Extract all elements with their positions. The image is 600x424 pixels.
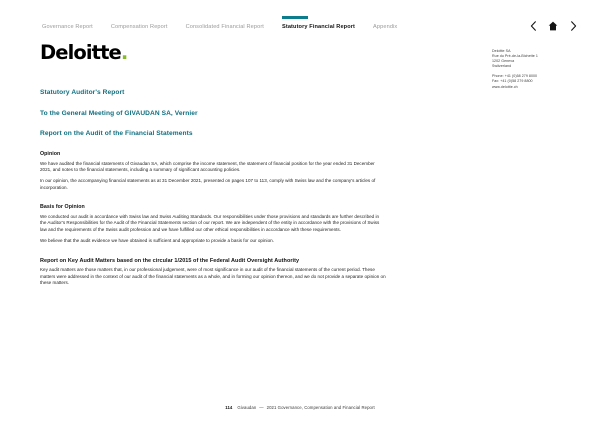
section-paragraph: We conducted our audit in accordance with Swiss law and Swiss Auditing Standards. Our responsibilities under those provisions and standards are further described in the Auditor's Responsibilities for the Audit of the Financial Statements section of our report. We are independent of the entity in accordance with the provisions of Swiss law and the requirements of the Swiss audit profession and we have fulfilled our other ethical responsibilities in accordance with these requirements.	[40, 213, 380, 233]
section-opinion	[40, 151, 386, 191]
tab-label: Compensation Report	[110, 24, 168, 30]
section-basis-for-opinion	[40, 204, 386, 244]
address-street: Rue du Pré-de-la-Bichette 1	[492, 54, 538, 59]
section-paragraph: Key audit matters are those matters that, in our professional judgement, were of most significance in our audit of the financial statements of the current period. These matters were addressed in the context of our audit of the financial statements as a whole, and in forming our opinion thereon, and we do not provide a separate opinion on these matters.	[40, 267, 386, 286]
auditor-address-block	[492, 49, 578, 90]
address-fax: Fax: +41 (0)58 279 8800	[492, 79, 533, 84]
logo-wordmark: Deloitte	[40, 41, 121, 64]
address-country: Switzerland	[492, 64, 512, 69]
tab-statutory-financial-report[interactable]	[282, 16, 355, 31]
tab-governance-report[interactable]	[42, 16, 93, 31]
footer-report-name: 2021 Governance, Compensation and Financial Report	[266, 405, 375, 410]
footer-page-number: 114	[225, 405, 233, 410]
address-city: 1202 Geneva	[492, 59, 515, 64]
report-section-tabs	[42, 16, 397, 31]
previous-page-chevron-icon[interactable]	[528, 20, 538, 32]
document-subtitle: Report on the Audit of the Financial Statements	[40, 130, 193, 137]
tab-appendix[interactable]	[373, 16, 397, 31]
section-heading: Opinion	[40, 151, 61, 157]
active-tab-marker	[282, 16, 308, 19]
logo-dot: .	[120, 41, 128, 64]
footer-company: Givaudan	[237, 405, 257, 410]
section-paragraph: We believe that the audit evidence we have obtained is sufficient and appropriate to provide a basis for our opinion.	[40, 238, 274, 244]
deloitte-logo	[40, 43, 127, 62]
section-heading: Basis for Opinion	[40, 204, 85, 211]
tab-label: Appendix	[373, 24, 398, 30]
section-paragraph: We have audited the financial statements of Givaudan SA, which comprise the income statement, the statement of financial position for the year ended 31 December 2021, and notes to the financial statements, including a summary of significant accounting policies.	[40, 160, 375, 173]
address-phone: Phone: +41 (0)58 279 8000	[492, 74, 538, 79]
top-navigation-bar	[0, 0, 600, 38]
postal-address	[492, 49, 578, 69]
next-page-chevron-icon[interactable]	[568, 20, 578, 32]
page-footer	[0, 405, 600, 410]
page-navigation-controls	[528, 20, 578, 32]
document-addressee: To the General Meeting of GIVAUDAN SA, Vernier	[40, 110, 198, 117]
section-heading: Report on Key Audit Matters based on the circular 1/2015 of the Federal Audit Oversight Authority	[40, 257, 300, 264]
contact-details	[492, 74, 578, 89]
tab-label: Consolidated Financial Report	[185, 24, 264, 30]
tab-label: Governance Report	[42, 24, 93, 30]
page-title: Statutory Auditor's Report	[40, 89, 125, 96]
tab-consolidated-financial-report[interactable]	[186, 16, 264, 31]
address-website[interactable]: www.deloitte.ch	[492, 84, 518, 89]
section-paragraph: In our opinion, the accompanying financial statements as at 31 December 2021, presented on pages 107 to 113, comply with Swiss law and the company's articles of incorporation.	[40, 178, 376, 190]
tab-compensation-report[interactable]	[111, 16, 168, 31]
document-body	[40, 88, 386, 287]
address-company: Deloitte SA	[492, 49, 511, 53]
section-key-audit-matters	[40, 258, 386, 287]
footer-separator: —	[259, 405, 264, 410]
home-icon[interactable]	[548, 20, 558, 32]
tab-label: Statutory Financial Report	[281, 24, 356, 30]
